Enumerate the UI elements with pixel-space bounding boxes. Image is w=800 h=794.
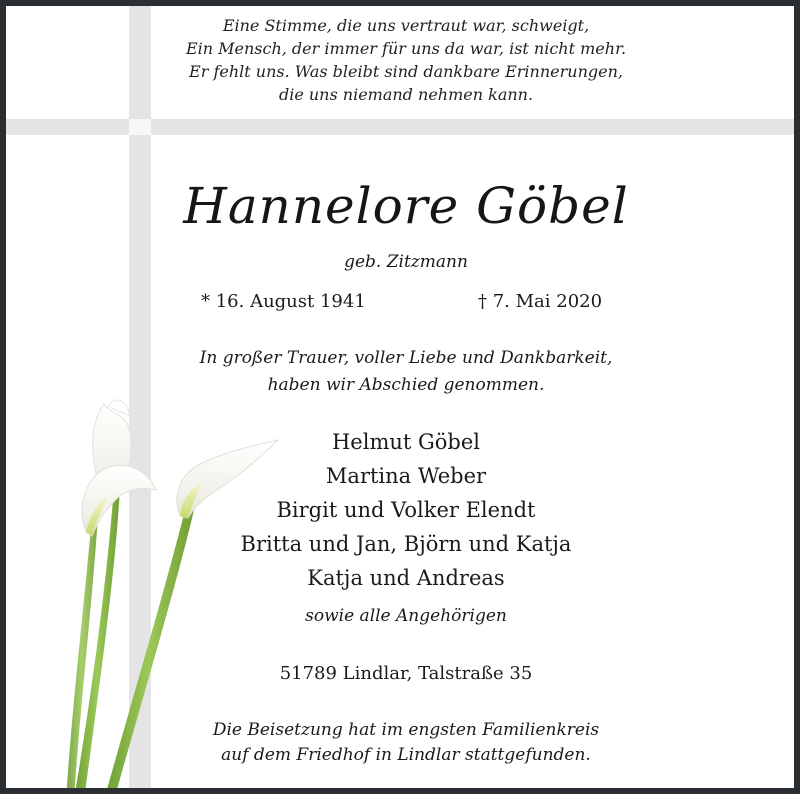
relatives-line: sowie alle Angehörigen bbox=[305, 606, 507, 626]
mourner-name: Martina Weber bbox=[325, 464, 487, 488]
memorial-verse bbox=[166, 14, 646, 106]
death-date: † 7. Mai 2020 bbox=[478, 291, 603, 312]
mourner-name: Britta und Jan, Björn und Katja bbox=[240, 532, 572, 556]
mourner-name: Birgit und Volker Elendt bbox=[276, 498, 536, 522]
funeral-line: auf dem Friedhof in Lindlar stattgefunden. bbox=[221, 745, 591, 765]
mourner-name: Helmut Göbel bbox=[331, 430, 480, 454]
mourning-line: haben wir Abschied genommen. bbox=[267, 375, 545, 395]
birth-date: * 16. August 1941 bbox=[201, 291, 366, 312]
verse-line: Ein Mensch, der immer für uns da war, ist nicht mehr. bbox=[185, 39, 627, 58]
birth-name: geb. Zitzmann bbox=[344, 252, 468, 272]
calla-lily-icon bbox=[56, 386, 296, 794]
cross-horizontal-bar bbox=[6, 119, 794, 135]
funeral-line: Die Beisetzung hat im engsten Familienkreis bbox=[212, 720, 600, 740]
deceased-name: Hannelore Göbel bbox=[183, 177, 629, 235]
mourner-name: Katja und Andreas bbox=[307, 566, 505, 590]
verse-line: Eine Stimme, die uns vertraut war, schweigt, bbox=[222, 16, 590, 35]
verse-line: die uns niemand nehmen kann. bbox=[278, 85, 534, 104]
family-address: 51789 Lindlar, Talstraße 35 bbox=[279, 663, 533, 684]
cross-intersection bbox=[129, 119, 151, 135]
verse-line: Er fehlt uns. Was bleibt sind dankbare Erinnerungen, bbox=[189, 62, 623, 81]
mourning-line: In großer Trauer, voller Liebe und Dankbarkeit, bbox=[199, 348, 613, 368]
